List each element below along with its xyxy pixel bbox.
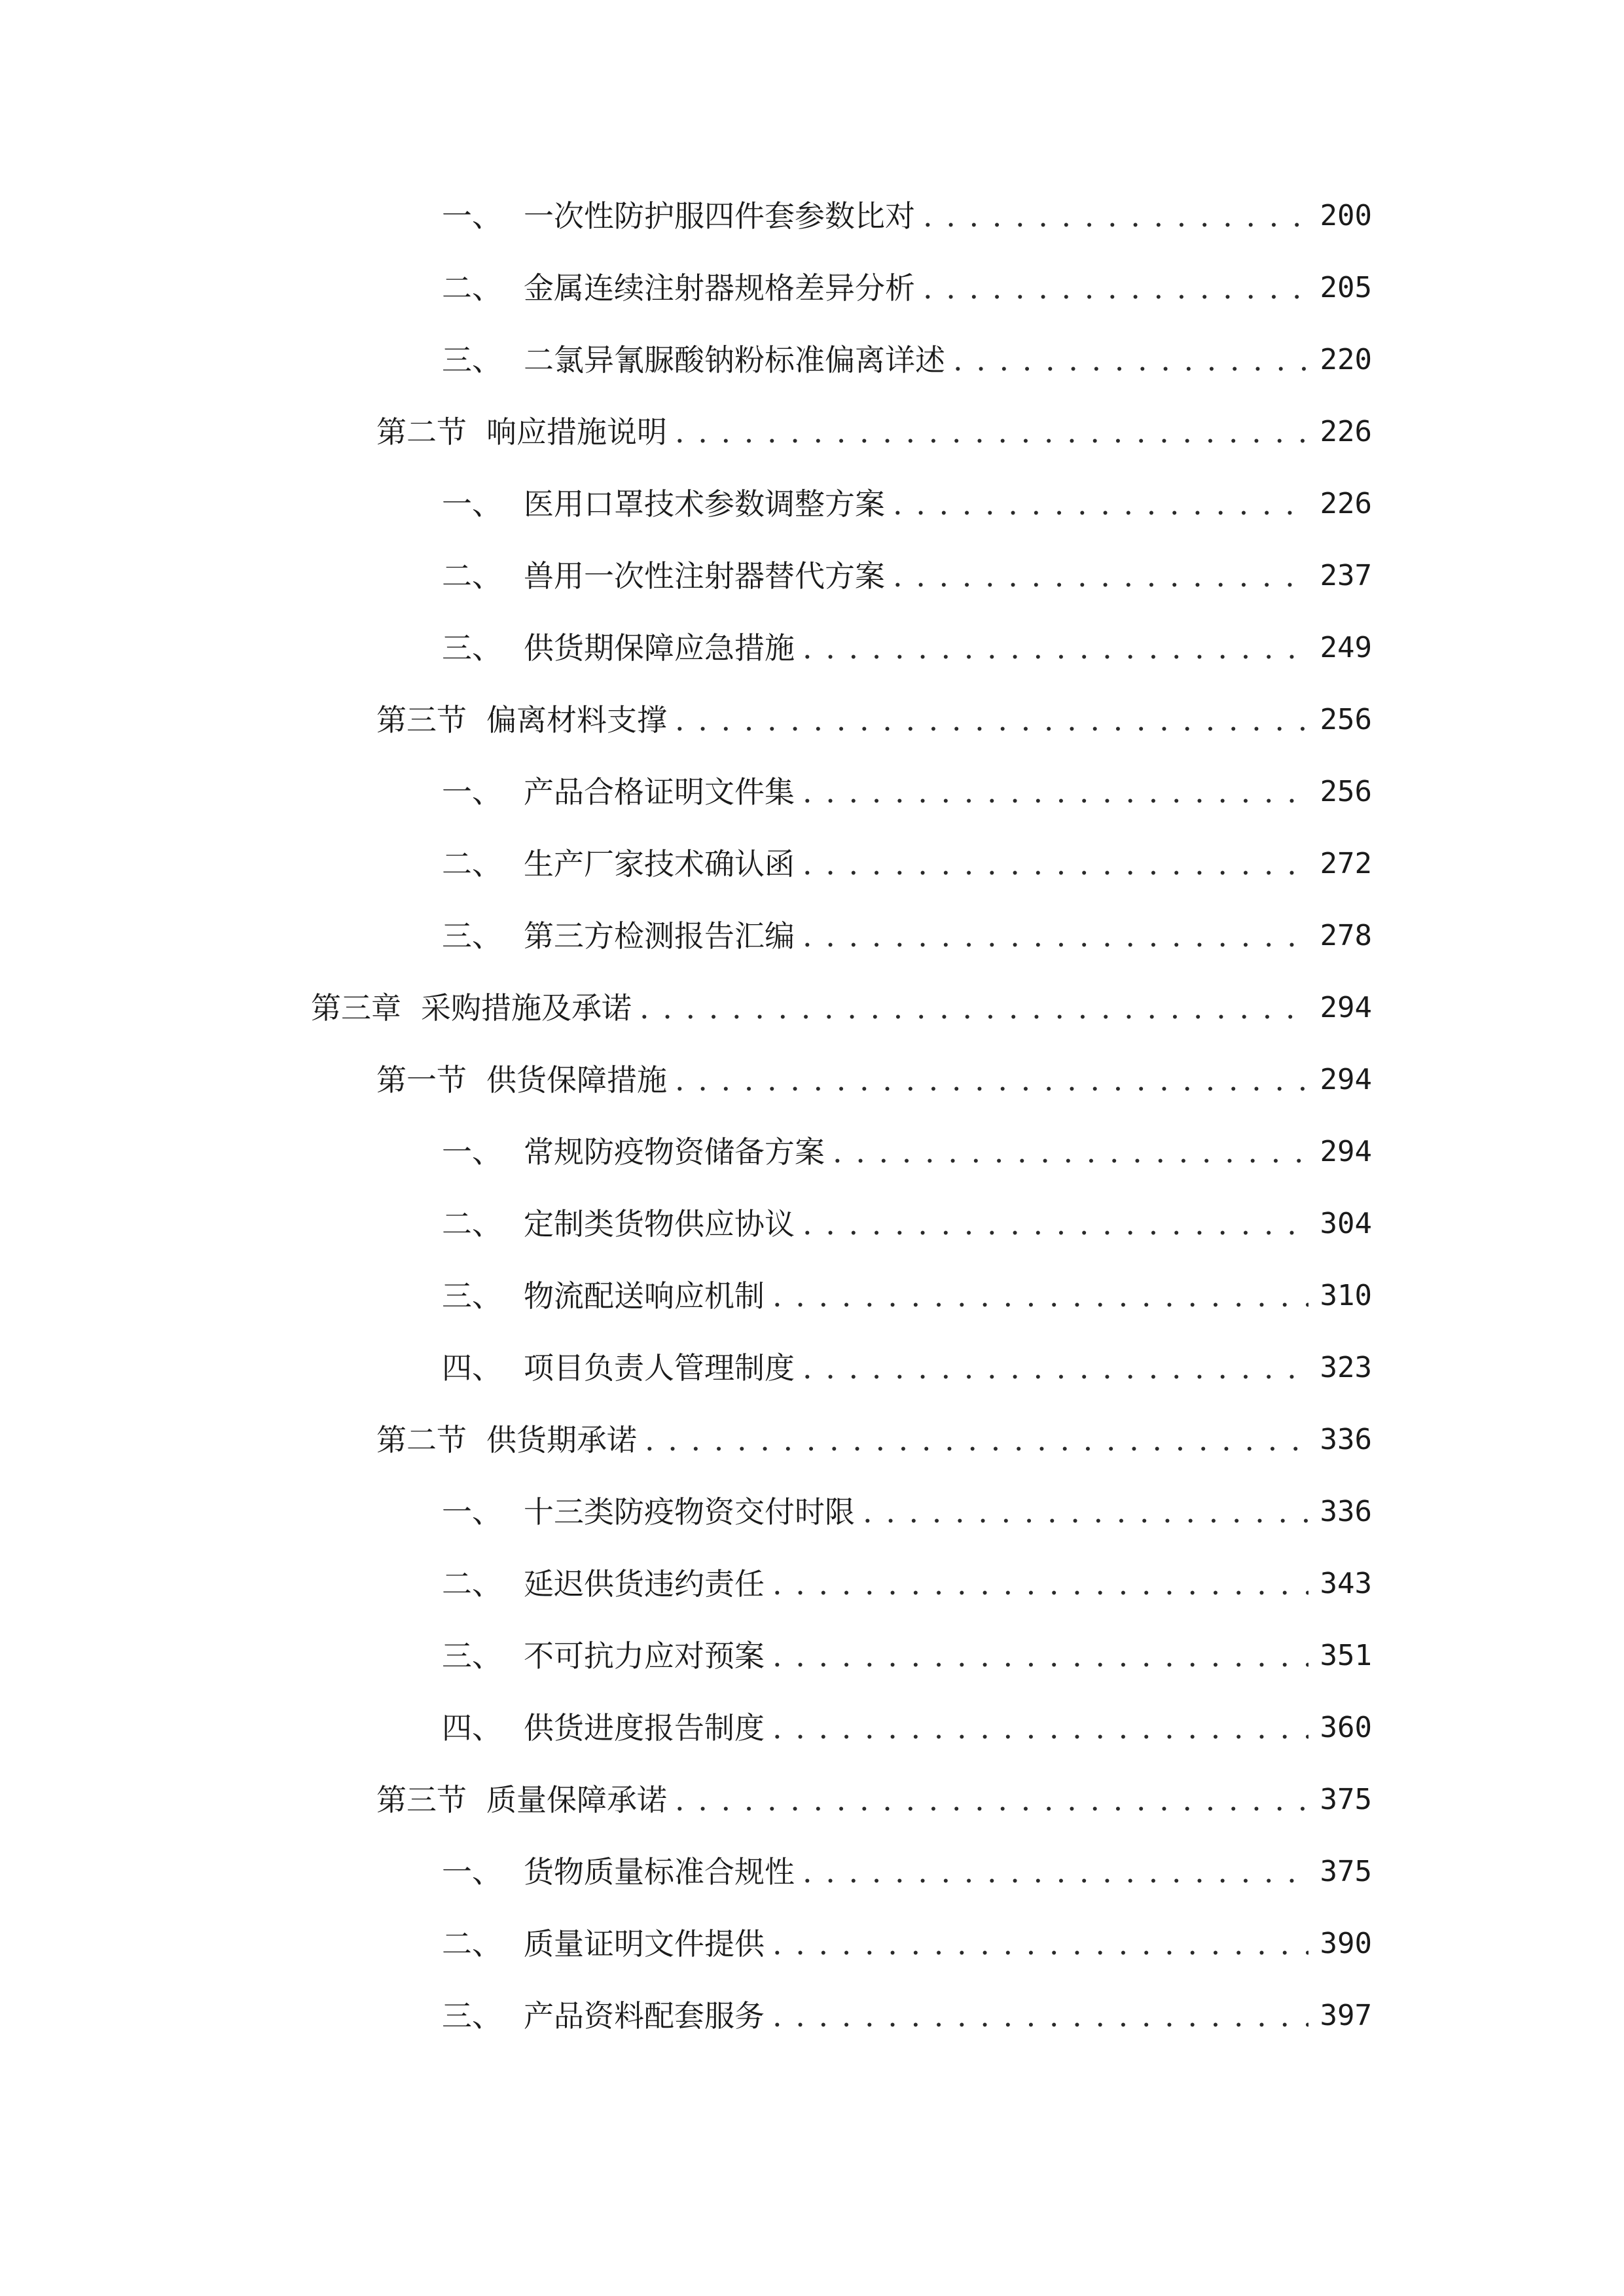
toc-entry-title: 十三类防疫物资交付时限 — [524, 1494, 855, 1530]
toc-entry-page: 226 — [1320, 487, 1372, 520]
toc-entry-title: 质量证明文件提供 — [524, 1926, 765, 1962]
dot-leader — [953, 337, 1308, 383]
toc-entry-title: 项目负责人管理制度 — [524, 1350, 795, 1386]
toc-entry[interactable] — [442, 265, 1372, 311]
dot-leader — [803, 841, 1308, 887]
toc-entry[interactable] — [442, 1489, 1372, 1535]
dot-leader — [640, 985, 1308, 1031]
toc-entry-page: 390 — [1320, 1927, 1372, 1960]
toc-entry-page: 200 — [1320, 199, 1372, 232]
toc-entry-page: 360 — [1320, 1711, 1372, 1744]
dot-leader — [893, 481, 1308, 527]
toc-entry-title: 质量保障承诺 — [486, 1782, 667, 1818]
toc-entry-title: 供货期承诺 — [486, 1422, 637, 1458]
toc-entry-number: 三、 — [442, 1998, 502, 2034]
toc-entry-number: 一、 — [442, 1494, 502, 1530]
dot-leader — [645, 1417, 1308, 1463]
toc-entry-page: 272 — [1320, 847, 1372, 880]
toc-entry-title: 兽用一次性注射器替代方案 — [524, 558, 885, 594]
toc-entry-title: 产品资料配套服务 — [524, 1998, 765, 2034]
toc-entry-page: 310 — [1320, 1279, 1372, 1312]
toc-entry-number: 第二节 — [376, 414, 467, 450]
dot-leader — [803, 625, 1308, 671]
toc-entry-number: 一、 — [442, 774, 502, 810]
dot-leader — [863, 1489, 1308, 1535]
dot-leader — [772, 1273, 1308, 1319]
toc-entry-number: 四、 — [442, 1710, 502, 1746]
toc-entry[interactable] — [442, 1129, 1372, 1175]
toc-entry-page: 294 — [1320, 1135, 1372, 1168]
toc-entry-page: 375 — [1320, 1783, 1372, 1816]
toc-entry-page: 375 — [1320, 1855, 1372, 1888]
toc-entry[interactable] — [376, 1777, 1372, 1823]
toc-entry[interactable] — [442, 1345, 1372, 1391]
toc-entry-number: 三、 — [442, 918, 502, 954]
toc-entry-number: 一、 — [442, 1134, 502, 1170]
toc-entry-page: 343 — [1320, 1567, 1372, 1600]
toc-entry[interactable] — [442, 1561, 1372, 1607]
toc-entry-number: 二、 — [442, 558, 502, 594]
dot-leader — [675, 1777, 1308, 1823]
toc-entry-title: 响应措施说明 — [486, 414, 667, 450]
toc-entry[interactable] — [442, 1993, 1372, 2039]
toc-entry-page: 256 — [1320, 775, 1372, 808]
toc-entry[interactable] — [442, 1633, 1372, 1679]
toc-entry-page: 294 — [1320, 1063, 1372, 1096]
toc-entry-number: 二、 — [442, 270, 502, 306]
toc-entry[interactable] — [442, 1921, 1372, 1967]
toc-entry-page: 304 — [1320, 1207, 1372, 1240]
dot-leader — [923, 193, 1308, 239]
toc-entry-title: 第三方检测报告汇编 — [524, 918, 795, 954]
toc-entry-page: 336 — [1320, 1423, 1372, 1456]
toc-entry-page: 351 — [1320, 1639, 1372, 1672]
toc-entry[interactable] — [311, 985, 1372, 1031]
toc-entry-title: 供货进度报告制度 — [524, 1710, 765, 1746]
toc-entry[interactable] — [442, 1849, 1372, 1895]
toc-entry-title: 金属连续注射器规格差异分析 — [524, 270, 915, 306]
toc-entry[interactable] — [442, 553, 1372, 599]
dot-leader — [772, 1705, 1308, 1751]
dot-leader — [772, 1561, 1308, 1607]
toc-entry[interactable] — [442, 1273, 1372, 1319]
toc-entry-number: 第三节 — [376, 1782, 467, 1818]
toc-entry[interactable] — [442, 841, 1372, 887]
toc-entry-page: 397 — [1320, 1999, 1372, 2032]
toc-entry-page: 294 — [1320, 991, 1372, 1024]
toc-entry-number: 四、 — [442, 1350, 502, 1386]
toc-entry-page: 336 — [1320, 1495, 1372, 1528]
dot-leader — [803, 913, 1308, 959]
dot-leader — [675, 697, 1308, 743]
toc-entry-number: 第二节 — [376, 1422, 467, 1458]
toc-entry-title: 常规防疫物资储备方案 — [524, 1134, 825, 1170]
dot-leader — [803, 1201, 1308, 1247]
toc-entry-page: 278 — [1320, 919, 1372, 952]
toc-entry[interactable] — [376, 1057, 1372, 1103]
toc-entry[interactable] — [442, 481, 1372, 527]
toc-entry-number: 三、 — [442, 1638, 502, 1674]
toc-entry-title: 采购措施及承诺 — [421, 990, 632, 1026]
toc-entry[interactable] — [376, 1417, 1372, 1463]
dot-leader — [772, 1633, 1308, 1679]
toc-entry-title: 医用口罩技术参数调整方案 — [524, 486, 885, 522]
toc-entry-title: 供货期保障应急措施 — [524, 630, 795, 666]
toc-entry[interactable] — [442, 769, 1372, 815]
toc-entry-number: 二、 — [442, 846, 502, 882]
toc-entry-title: 不可抗力应对预案 — [524, 1638, 765, 1674]
toc-entry-title: 货物质量标准合规性 — [524, 1854, 795, 1890]
toc-entry-page: 220 — [1320, 343, 1372, 376]
toc-entry-title: 延迟供货违约责任 — [524, 1566, 765, 1602]
toc-entry-number: 第三章 — [311, 990, 401, 1026]
dot-leader — [675, 409, 1308, 455]
toc-entry-title: 一次性防护服四件套参数比对 — [524, 198, 915, 234]
toc-entry[interactable] — [442, 913, 1372, 959]
toc-entry[interactable] — [442, 1201, 1372, 1247]
toc-entry-number: 一、 — [442, 198, 502, 234]
toc-entry-page: 226 — [1320, 415, 1372, 448]
toc-entry-number: 二、 — [442, 1566, 502, 1602]
dot-leader — [675, 1057, 1308, 1103]
toc-entry-page: 256 — [1320, 703, 1372, 736]
toc-entry-page: 237 — [1320, 559, 1372, 592]
toc-entry-page: 249 — [1320, 631, 1372, 664]
dot-leader — [803, 1345, 1308, 1391]
dot-leader — [772, 1921, 1308, 1967]
toc-entry[interactable] — [442, 625, 1372, 671]
toc-entry-number: 第一节 — [376, 1062, 467, 1098]
toc-entry-number: 一、 — [442, 486, 502, 522]
dot-leader — [923, 265, 1308, 311]
toc-entry[interactable] — [442, 337, 1372, 383]
toc-entry[interactable] — [376, 409, 1372, 455]
toc-entry[interactable] — [442, 193, 1372, 239]
toc-entry-number: 二、 — [442, 1206, 502, 1242]
toc-entry-title: 供货保障措施 — [486, 1062, 667, 1098]
toc-entry-page: 323 — [1320, 1351, 1372, 1384]
toc-entry-number: 一、 — [442, 1854, 502, 1890]
toc-entry-number: 三、 — [442, 630, 502, 666]
toc-entry-number: 三、 — [442, 342, 502, 378]
dot-leader — [803, 1849, 1308, 1895]
toc-entry-number: 三、 — [442, 1278, 502, 1314]
dot-leader — [772, 1993, 1308, 2039]
dot-leader — [803, 769, 1308, 815]
toc-entry-page: 205 — [1320, 271, 1372, 304]
toc-entry-title: 偏离材料支撑 — [486, 702, 667, 738]
toc-entry[interactable] — [442, 1705, 1372, 1751]
toc-entry-number: 第三节 — [376, 702, 467, 738]
toc-entry-title: 物流配送响应机制 — [524, 1278, 765, 1314]
dot-leader — [833, 1129, 1308, 1175]
dot-leader — [893, 553, 1308, 599]
toc-entry-title: 生产厂家技术确认函 — [524, 846, 795, 882]
toc-entry-title: 产品合格证明文件集 — [524, 774, 795, 810]
toc-entry-title: 定制类货物供应协议 — [524, 1206, 795, 1242]
toc-entry-title: 二氯异氰脲酸钠粉标准偏离详述 — [524, 342, 945, 378]
toc-entry-number: 二、 — [442, 1926, 502, 1962]
toc-entry[interactable] — [376, 697, 1372, 743]
